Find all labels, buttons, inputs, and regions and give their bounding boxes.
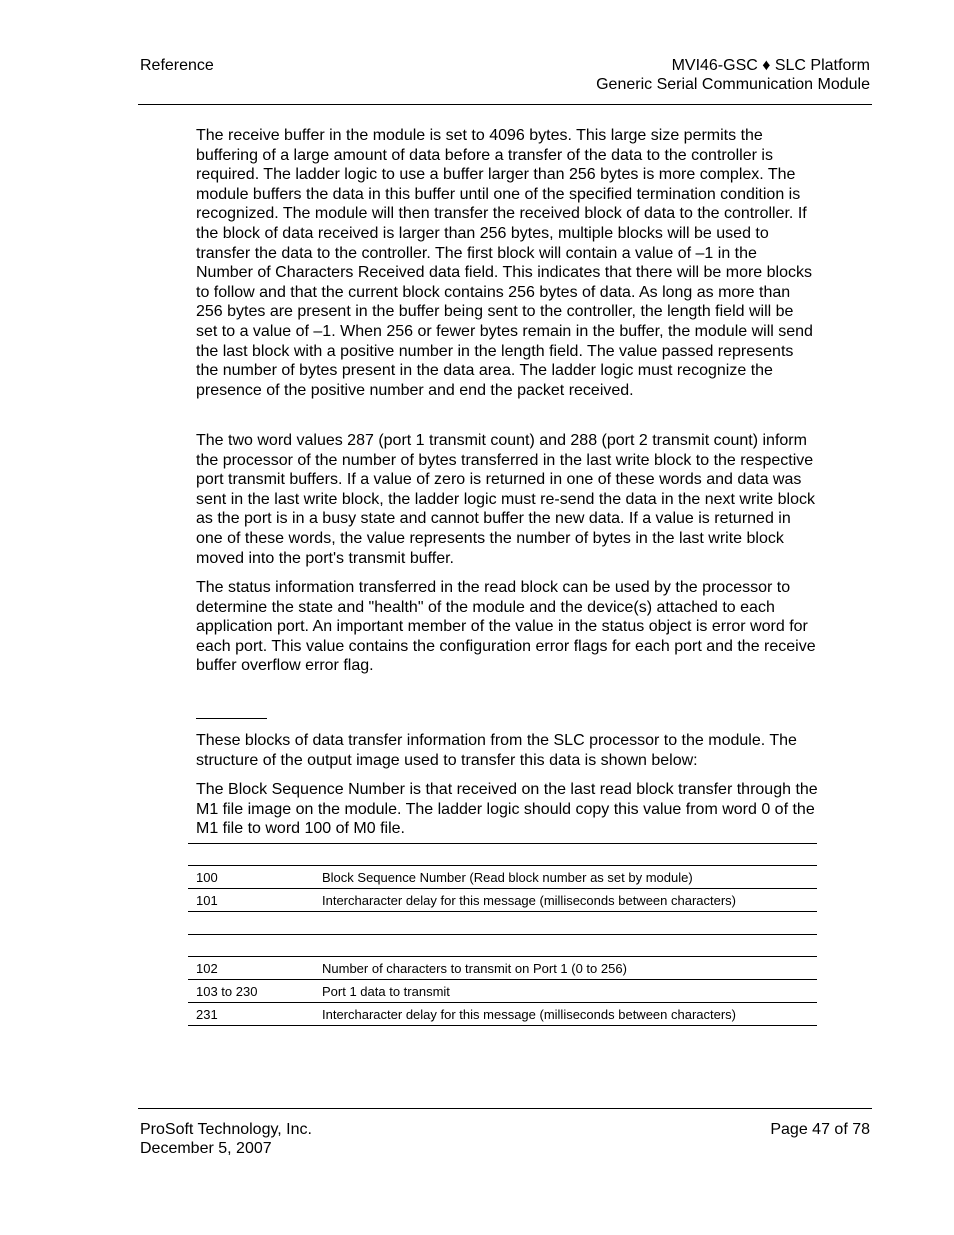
- product-line-2: Generic Serial Communication Module: [596, 76, 870, 93]
- word-description: Intercharacter delay for this message (milliseconds between characters): [314, 889, 817, 912]
- word-offset: 100: [188, 866, 314, 889]
- body-paragraph-block-sequence: [196, 780, 818, 839]
- body-paragraph-status: [196, 578, 818, 676]
- footer-info: [140, 1120, 312, 1158]
- footer-divider: [138, 1108, 872, 1109]
- word-description: Intercharacter delay for this message (milliseconds between characters): [314, 1003, 817, 1026]
- word-description: Port 1 data to transmit: [314, 980, 817, 1003]
- table-row: [188, 957, 817, 980]
- paragraph: These blocks of data transfer information from the SLC processor to the module. The structure of the output image used to transfer this data is shown below:: [196, 732, 797, 769]
- paragraph: The Block Sequence Number is that received on the last read block transfer through the M1 file image on the module. The ladder logic should copy this value from word 0 of the M1 file to word 100 of M0 file.: [196, 781, 818, 838]
- table-header-row: [188, 935, 817, 957]
- publication-date: December 5, 2007: [140, 1140, 272, 1157]
- body-paragraph-write-blocks: [196, 731, 818, 770]
- table-row: [188, 889, 817, 912]
- paragraph: The status information transferred in the read block can be used by the processor to determine the state and "health" of the module and the device(s) attached to each application port. An important member of the value in the status object is error word for each port. This value contains the configuration error flags for each port and the receive buffer overflow error flag.: [196, 579, 816, 675]
- table-row: [188, 1003, 817, 1026]
- page-header: [140, 56, 870, 104]
- product-title: [596, 56, 870, 94]
- word-offset: 102: [188, 957, 314, 980]
- body-paragraph-transmit-count: [196, 431, 818, 568]
- word-offset: 231: [188, 1003, 314, 1026]
- word-offset: 101: [188, 889, 314, 912]
- table-header-row: [188, 844, 817, 866]
- header-divider: [138, 104, 872, 105]
- word-offset: 103 to 230: [188, 980, 314, 1003]
- table-row: [188, 866, 817, 889]
- paragraph: The two word values 287 (port 1 transmit count) and 288 (port 2 transmit count) inform the processor of the number of bytes transferred in the last write block to the respective port transmit buffers. If a value of zero is returned in one of these words and data was sent in the last write block, the ladder logic must re-send the data in the next write block as the port is in a busy state and cannot buffer the new data. If a value is returned in one of these words, the value represents the number of bytes in the last write block moved into the port's transmit buffer.: [196, 432, 815, 567]
- word-description: Block Sequence Number (Read block number as set by module): [314, 866, 817, 889]
- company-name: ProSoft Technology, Inc.: [140, 1121, 312, 1138]
- paragraph: The receive buffer in the module is set to 4096 bytes. This large size permits the buffering of a large amount of data before a transfer of the data to the controller is required. The ladder logic to use a buffer larger than 256 bytes is more complex. The module buffers the data in this buffer until one of the specified termination condition is recognized. The module will then transfer the received block of data to the controller. If the block of data received is larger than 256 bytes, multiple blocks will be used to transfer the data to the controller. The first block will contain a value of –1 in the Number of Characters Received data field. This indicates that there will be more blocks to follow and that the current block contains 256 bytes of data. As long as more than 256 bytes are present in the buffer being sent to the controller, the length field will be set to a value of –1. When 256 or fewer bytes remain in the buffer, the module will send the last block with a positive number in the length field. The value passed represents the number of bytes present in the data area. The ladder logic must recognize the presence of the positive number and end the packet received.: [196, 127, 813, 399]
- word-description: Number of characters to transmit on Port 1 (0 to 256): [314, 957, 817, 980]
- page-number: Page 47 of 78: [770, 1121, 870, 1138]
- section-name: Reference: [140, 57, 214, 74]
- product-line-1: MVI46-GSC ♦ SLC Platform: [671, 57, 870, 74]
- body-paragraph-receive-buffer: [196, 126, 818, 400]
- write-block-header-table: [188, 843, 817, 912]
- section-divider: [196, 718, 267, 719]
- port1-data-table: [188, 934, 817, 1026]
- table-row: [188, 980, 817, 1003]
